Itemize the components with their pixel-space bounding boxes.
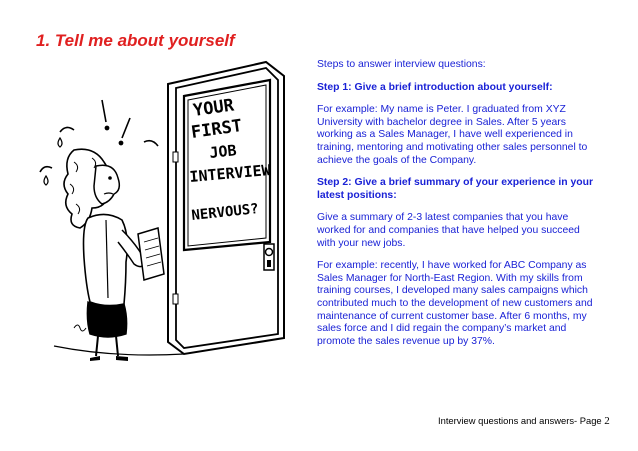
page-number: 2 xyxy=(604,415,610,427)
sign-line-4: INTERVIEW xyxy=(188,160,272,186)
content-column xyxy=(317,59,597,358)
footer-label: Interview questions and answers- Page xyxy=(438,415,602,426)
step1-example: For example: My name is Peter. I graduated from XYZ University with bachelor degree in Sales. After 5 years working as a Sales Manager, I have well experienced in training, mentoring and motivating other sales personnel to achieve the goals of the Company. xyxy=(317,104,588,166)
floor-line xyxy=(54,346,184,355)
nervous-text: NERVOUS? xyxy=(190,201,260,224)
woman-face xyxy=(94,165,119,204)
step2-example: For example: recently, I have worked for ABC Company as Sales Manager for North-East Region. With my skills from training courses, I developed many sales campaigns which contributed much to the development of new customers and maintenance of current customer base. After 6 months, my sales force and I did regain the company’s market and promote the sales revenue up by 37%. xyxy=(317,260,593,347)
page-title: 1. Tell me about yourself xyxy=(36,31,235,50)
sign-line-1: YOUR xyxy=(191,95,236,121)
step2-heading: Step 2: Give a brief summary of your experience in your latest positions: xyxy=(317,177,594,201)
woman-skirt xyxy=(87,302,126,337)
step2-text: Give a summary of 2-3 latest companies that you have worked for and companies that have helped you succeed with your new jobs. xyxy=(317,212,580,249)
step1-heading: Step 1: Give a brief introduction about yourself: xyxy=(317,81,553,93)
cartoon-illustration xyxy=(34,58,294,368)
intro-text: Steps to answer interview questions: xyxy=(317,59,486,70)
sign-line-2: FIRST xyxy=(189,116,244,143)
door-knob xyxy=(266,249,273,256)
woman-jacket xyxy=(84,214,128,305)
clipboard xyxy=(138,228,164,280)
page-footer xyxy=(438,415,610,427)
sign-line-3: JOB xyxy=(208,141,238,162)
